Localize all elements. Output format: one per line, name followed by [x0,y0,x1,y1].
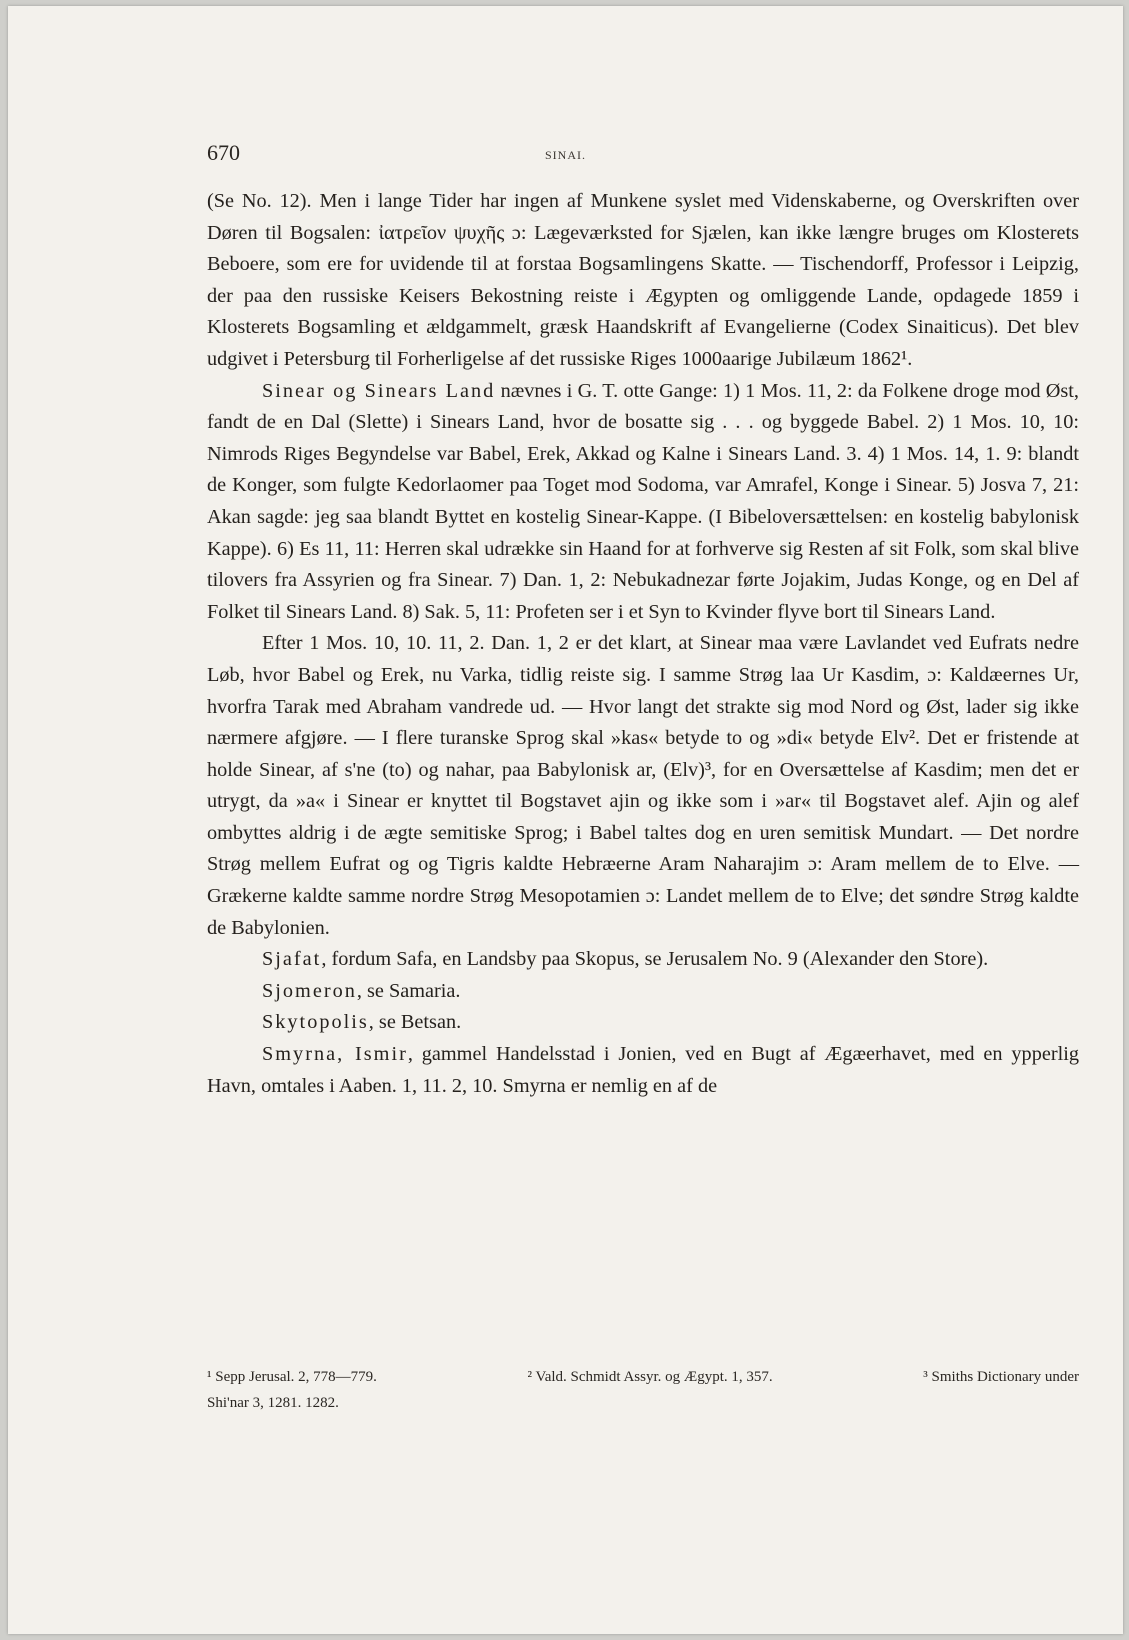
page-number: 670 [207,140,240,165]
entry-smyrna [207,1039,1079,1102]
body-text [207,186,1079,1102]
entry-text: , se Samaria. [356,979,461,1002]
entry-headword: Skytopolis [262,1011,369,1034]
paragraph-continuation [207,186,1079,376]
entry-headword: Sjafat [262,948,322,971]
footnote-2: ² Vald. Schmidt Assyr. og Ægypt. 1, 357. [527,1369,773,1385]
running-title: SINAI. [545,148,586,162]
entry-text: , fordum Safa, en Landsby paa Skopus, se Jerusalem No. 9 (Alexander den Store). [321,948,989,971]
paragraph-text: (Se No. 12). Men i lange Tider har ingen af Munkene syslet med Videnskaberne, og Overskriften over Døren til Bogsalen: ἰατρεῖον ψυχῆς ɔ: Lægeværksted for Sjælen, kan ikke længre bruges om Klosterets Beboere, som ere for uvidende til at forstaa Bogsamlingens Skatte. — Tischendorff, Professor i Leipzig, der paa den russiske Keisers Bekostning reiste i Ægypten og omliggende Lande, opdagede 1859 i Klosterets Bogsamling et ældgammelt, græsk Haandskrift af Evangelierne (Codex Sinaiticus). Det blev udgivet i Petersburg til Forherligelse af det russiske Riges 1000aarige Jubilæum 1862¹. [207,190,1079,370]
entry-headword: Sinear og Sinears Land [262,379,496,402]
entry-sinear [207,376,1079,629]
footnote-1: ¹ Sepp Jerusal. 2, 778—779. [207,1369,377,1385]
footnote-3-continuation: Shi'nar 3, 1281. 1282. [207,1395,339,1411]
entry-skytopolis [207,1007,1079,1039]
entry-text: nævnes i G. T. otte Gange: 1) 1 Mos. 11, 2: da Folkene droge mod Øst, fandt de en Dal (Slette) i Sinears Land, hvor de bosatte sig . . . og byggede Babel. 2) 1 Mos. 10, 10: Nimrods Riges Begyndelse var Babel, Erek, Akkad og Kalne i Sinears Land. 3. 4) 1 Mos. 14, 1. 9: blandt de Konger, som fulgte Kedorlaomer paa Toget mod Sodoma, var Amrafel, Konge i Sinear. 5) Josva 7, 21: Akan sagde: jeg saa blandt Byttet en kostelig Sinear-Kappe. (I Bibeloversættelsen: en kostelig babylonisk Kappe). 6) Es 11, 11: Herren skal udrække sin Haand for at forhverve sig Resten af sit Folk, som skal blive tilovers fra Assyrien og fra Sinear. 7) Dan. 1, 2: Nebukadnezar førte Jojakim, Judas Konge, og en Del af Folket til Sinears Land. 8) Sak. 5, 11: Profeten ser i et Syn to Kvinder flyve bort til Sinears Land. [207,379,1079,623]
book-page [8,6,1123,1634]
paragraph-efter [207,628,1079,944]
entry-text: , gammel Handelsstad i Jonien, ved en Bugt af Ægæerhavet, med en ypperlig Havn, omtales i Aaben. 1, 11. 2, 10. Smyrna er nemlig en af de [207,1043,1079,1097]
entry-headword: Smyrna, Ismir [262,1043,408,1066]
paragraph-text: Efter 1 Mos. 10, 10. 11, 2. Dan. 1, 2 er det klart, at Sinear maa være Lavlandet ved Eufrats nedre Løb, hvor Babel og Erek, nu Varka, tidlig reiste sig. I samme Strøg laa Ur Kasdim, ɔ: Kaldæernes Ur, hvorfra Tarak med Abraham vandrede ud. — Hvor langt det strakte sig mod Nord og Øst, lader sig ikke nærmere afgjøre. — I flere turanske Sprog skal »kas« betyde to og »di« betyde Elv². Det er fristende at holde Sinear, af s'ne (to) og nahar, paa Babylonisk ar, (Elv)³, for en Oversættelse af Kasdim; men det er utrygt, da »a« i Sinear er knyttet til Bogstavet ajin og ikke som i »ar« til Bogstavet alef. Ajin og alef ombyttes aldrig i de ægte semitiske Sprog; i Babel taltes dog en uren semitisk Mundart. — Det nordre Strøg mellem Eufrat og og Tigris kaldte Hebræerne Aram Naharajim ɔ: Aram mellem de to Elve. — Grækerne kaldte samme nordre Strøg Mesopotamien ɔ: Landet mellem de to Elve; det søndre Strøg kaldte de Babylonien. [207,632,1079,939]
entry-headword: Sjomeron [262,979,357,1002]
footnote-line [207,1364,1079,1390]
footnotes [207,1364,1079,1416]
footnote-3: ³ Smiths Dictionary under [923,1369,1079,1385]
entry-sjafat [207,944,1079,976]
entry-sjomeron [207,976,1079,1008]
entry-text: , se Betsan. [368,1011,462,1034]
